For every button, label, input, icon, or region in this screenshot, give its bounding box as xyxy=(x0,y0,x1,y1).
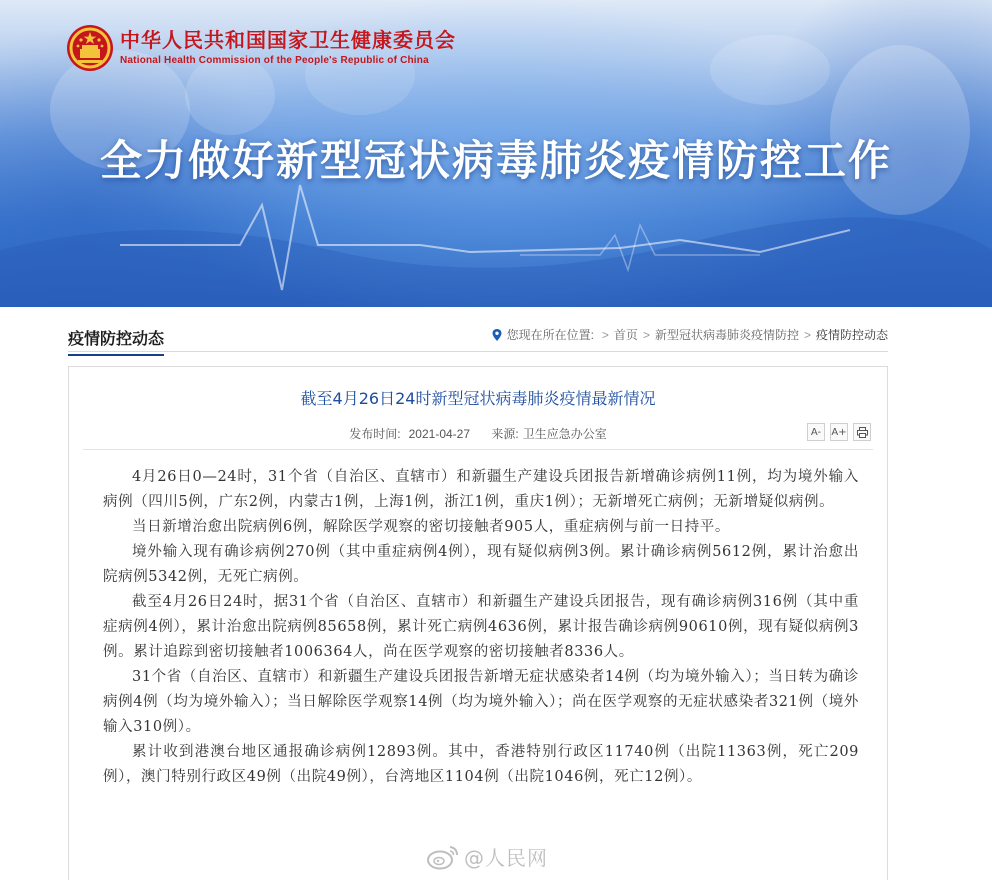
font-increase-button[interactable]: A+ xyxy=(830,423,848,441)
breadcrumb-separator: > xyxy=(803,327,811,342)
article-body xyxy=(103,465,859,790)
print-icon xyxy=(857,427,868,438)
breadcrumb-prefix: 您现在所在位置: xyxy=(506,328,594,342)
breadcrumb-home-link[interactable]: 首页 xyxy=(613,328,638,342)
weibo-icon xyxy=(426,844,460,870)
article-tools xyxy=(802,423,871,441)
article-paragraph: 截至4月26日24时，据31个省（自治区、直辖市）和新疆生产建设兵团报告，现有确诊病例316例（其中重症病例4例），累计治愈出院病例85658例，累计死亡病例4636例，累计报告确诊病例90610例，现有疑似病例3例。累计追踪到密切接触者1006364人，尚在医学观察的密切接触者8336人。 xyxy=(103,594,859,660)
org-name-en: National Health Commission of the People's Republic of China xyxy=(120,55,429,66)
breadcrumb-separator: > xyxy=(601,327,609,342)
source-value: 卫生应急办公室 xyxy=(522,427,607,441)
publish-date: 2021-04-27 xyxy=(408,427,471,441)
section-title[interactable]: 疫情防控动态 xyxy=(68,326,164,356)
breadcrumb xyxy=(492,326,888,343)
article-divider xyxy=(83,449,873,450)
font-decrease-button[interactable]: A- xyxy=(807,423,825,441)
source-label: 来源: xyxy=(491,427,519,441)
article-paragraph: 4月26日0—24时，31个省（自治区、直辖市）和新疆生产建设兵团报告新增确诊病例11例，均为境外输入病例（四川5例，广东2例，内蒙古1例，上海1例，浙江1例，重庆1例）；无新增死亡病例；无新增疑似病例。 xyxy=(103,469,859,510)
breadcrumb-current-link[interactable]: 疫情防控动态 xyxy=(815,328,888,342)
section-header xyxy=(68,322,888,352)
article-meta xyxy=(69,425,887,442)
org-name-cn: 中华人民共和国国家卫生健康委员会 xyxy=(120,28,456,52)
national-emblem-icon xyxy=(66,24,114,72)
article-paragraph: 累计收到港澳台地区通报确诊病例12893例。其中，香港特别行政区11740例（出院11363例，死亡209例），澳门特别行政区49例（出院49例），台湾地区1104例（出院1046例，死亡12例）。 xyxy=(103,744,859,785)
breadcrumb-separator: > xyxy=(642,327,650,342)
breadcrumb-covid-prevention-link[interactable]: 新型冠状病毒肺炎疫情防控 xyxy=(654,328,799,342)
location-pin-icon xyxy=(492,329,502,341)
header-banner xyxy=(0,0,992,307)
article-container xyxy=(68,366,888,880)
publish-label: 发布时间: xyxy=(349,427,401,441)
watermark xyxy=(426,842,548,871)
article-paragraph: 境外输入现有确诊病例270例（其中重症病例4例），现有疑似病例3例。累计确诊病例5612例，累计治愈出院病例5342例，无死亡病例。 xyxy=(103,544,859,585)
article-paragraph: 当日新增治愈出院病例6例，解除医学观察的密切接触者905人，重症病例与前一日持平。 xyxy=(132,519,730,535)
banner-title: 全力做好新型冠状病毒肺炎疫情防控工作 xyxy=(99,136,892,185)
article-paragraph: 31个省（自治区、直辖市）和新疆生产建设兵团报告新增无症状感染者14例（均为境外输入）；当日转为确诊病例4例（均为境外输入）；当日解除医学观察14例（均为境外输入）；尚在医学观察的无症状感染者321例（境外输入310例）。 xyxy=(103,669,859,735)
watermark-text: @人民网 xyxy=(464,846,548,870)
print-button[interactable] xyxy=(853,423,871,441)
org-logo-group[interactable] xyxy=(66,24,456,72)
article-title: 截至4月26日24时新型冠状病毒肺炎疫情最新情况 xyxy=(300,389,656,408)
